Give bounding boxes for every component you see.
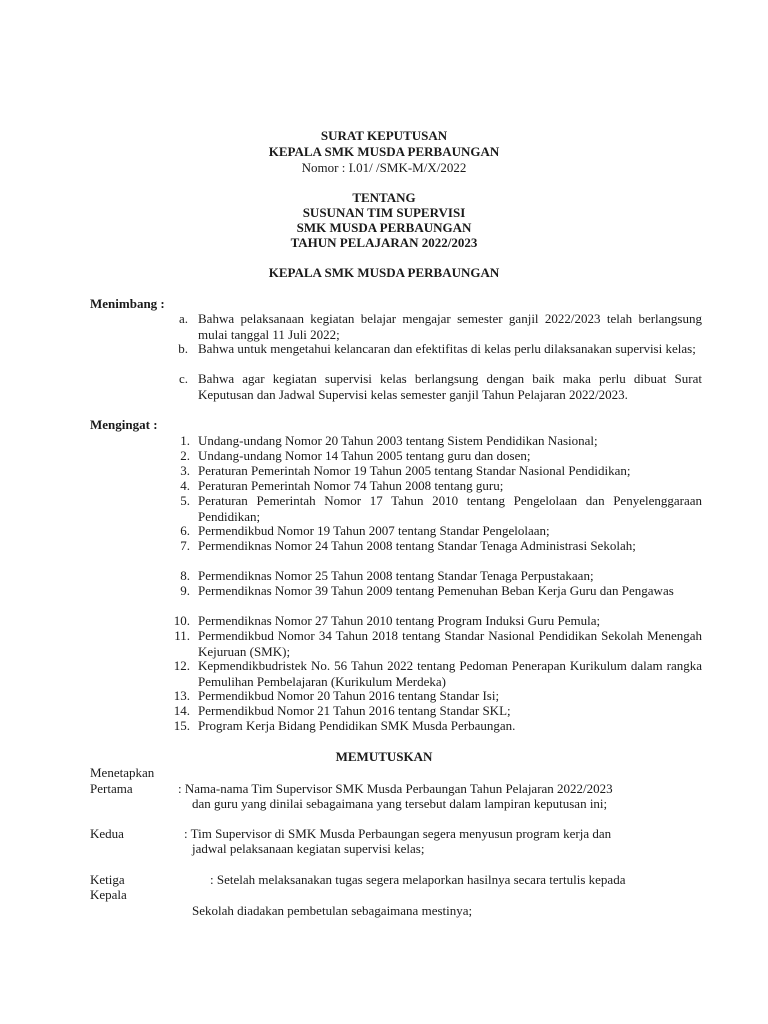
- mengingat-number: 15.: [173, 718, 190, 733]
- mengingat-number: 11.: [174, 628, 190, 643]
- menimbang-label: Menimbang :: [90, 296, 165, 311]
- mengingat-number: 3.: [180, 463, 190, 478]
- menimbang-text: Bahwa agar kegiatan supervisi kelas berlangsung dengan baik maka perlu dibuat Surat Keputusan dan Jadwal Supervisi kelas semester ganjil Tahun Pelajaran 2022/2023.: [198, 371, 702, 402]
- institution-title: KEPALA SMK MUSDA PERBAUNGAN: [268, 144, 500, 159]
- mengingat-number: 10.: [173, 613, 190, 628]
- mengingat-text: Undang-undang Nomor 14 Tahun 2005 tentang guru dan dosen;: [198, 448, 531, 463]
- pertama-text-continued: dan guru yang dinilai sebagaimana yang tersebut dalam lampiran keputusan ini;: [192, 796, 608, 811]
- mengingat-text: Undang-undang Nomor 20 Tahun 2003 tentang Sistem Pendidikan Nasional;: [198, 433, 598, 448]
- mengingat-label: Mengingat :: [90, 417, 158, 432]
- mengingat-text: Peraturan Pemerintah Nomor 17 Tahun 2010 tentang Pengelolaan dan Penyelenggaraan Pendidikan;: [198, 493, 702, 524]
- pertama-text: : Nama-nama Tim Supervisor SMK Musda Perbaungan Tahun Pelajaran 2022/2023: [178, 781, 613, 796]
- mengingat-number: 9.: [180, 583, 190, 598]
- mengingat-number: 4.: [180, 478, 190, 493]
- mengingat-text: Kepmendikbudristek No. 56 Tahun 2022 tentang Pedoman Penerapan Kurikulum dalam rangka Pemulihan Pembelajaran (Kurikulum Merdeka): [198, 658, 702, 689]
- mengingat-number: 2.: [180, 448, 190, 463]
- mengingat-number: 8.: [180, 568, 190, 583]
- tentang-line-2: SMK MUSDA PERBAUNGAN: [296, 220, 472, 235]
- mengingat-text: Permendikbud Nomor 20 Tahun 2016 tentang Standar Isi;: [198, 688, 500, 703]
- ketiga-label: Ketiga: [90, 872, 125, 887]
- tentang-heading: TENTANG: [352, 190, 416, 205]
- kepala-label: Kepala: [90, 887, 127, 902]
- mengingat-text: Peraturan Pemerintah Nomor 74 Tahun 2008 tentang guru;: [198, 478, 504, 493]
- tentang-line-1: SUSUNAN TIM SUPERVISI: [302, 205, 466, 220]
- mengingat-text: Permendiknas Nomor 24 Tahun 2008 tentang Standar Tenaga Administrasi Sekolah;: [198, 538, 636, 553]
- pertama-label: Pertama: [90, 781, 133, 796]
- mengingat-text: Program Kerja Bidang Pendidikan SMK Musda Perbaungan.: [198, 718, 516, 733]
- menetapkan-label: Menetapkan: [90, 765, 155, 780]
- mengingat-number: 14.: [173, 703, 190, 718]
- mengingat-text: Permendikbud Nomor 19 Tahun 2007 tentang Standar Pengelolaan;: [198, 523, 550, 538]
- ketiga-text-continued: Sekolah diadakan pembetulan sebagaimana mestinya;: [192, 903, 473, 918]
- mengingat-text: Permendiknas Nomor 25 Tahun 2008 tentang Standar Tenaga Perpustakaan;: [198, 568, 594, 583]
- kedua-text-continued: jadwal pelaksanaan kegiatan supervisi kelas;: [192, 841, 425, 856]
- document-title: SURAT KEPUTUSAN: [320, 128, 448, 143]
- menimbang-mark: b.: [178, 341, 188, 356]
- ketiga-text: : Setelah melaksanakan tugas segera melaporkan hasilnya secara tertulis kepada: [210, 872, 626, 887]
- mengingat-text: Permendikbud Nomor 34 Tahun 2018 tentang Standar Nasional Pendidikan Sekolah Menengah Kejuruan (SMK);: [198, 628, 702, 659]
- mengingat-text: Peraturan Pemerintah Nomor 19 Tahun 2005 tentang Standar Nasional Pendidikan;: [198, 463, 631, 478]
- kepala-heading: KEPALA SMK MUSDA PERBAUNGAN: [268, 265, 500, 280]
- kedua-label: Kedua: [90, 826, 124, 841]
- mengingat-number: 6.: [180, 523, 190, 538]
- memutuskan-heading: MEMUTUSKAN: [335, 749, 433, 764]
- mengingat-number: 5.: [180, 493, 190, 508]
- mengingat-text: Permendiknas Nomor 39 Tahun 2009 tentang Pemenuhan Beban Kerja Guru dan Pengawas: [198, 583, 674, 598]
- mengingat-number: 7.: [180, 538, 190, 553]
- mengingat-text: Permendiknas Nomor 27 Tahun 2010 tentang Program Induksi Guru Pemula;: [198, 613, 601, 628]
- menimbang-mark: a.: [178, 311, 188, 326]
- document-number: Nomor : I.01/ /SMK-M/X/2022: [301, 160, 467, 175]
- mengingat-number: 1.: [180, 433, 190, 448]
- menimbang-text: Bahwa untuk mengetahui kelancaran dan efektifitas di kelas perlu dilaksanakan supervisi kelas;: [198, 341, 696, 356]
- tentang-line-3: TAHUN PELAJARAN 2022/2023: [290, 235, 478, 250]
- menimbang-text: Bahwa pelaksanaan kegiatan belajar mengajar semester ganjil 2022/2023 telah berlangsung mulai tanggal 11 Juli 2022;: [198, 311, 702, 342]
- mengingat-number: 12.: [173, 658, 190, 673]
- kedua-text: : Tim Supervisor di SMK Musda Perbaungan segera menyusun program kerja dan: [184, 826, 612, 841]
- mengingat-number: 13.: [173, 688, 190, 703]
- menimbang-mark: c.: [178, 371, 188, 386]
- mengingat-text: Permendikbud Nomor 21 Tahun 2016 tentang Standar SKL;: [198, 703, 511, 718]
